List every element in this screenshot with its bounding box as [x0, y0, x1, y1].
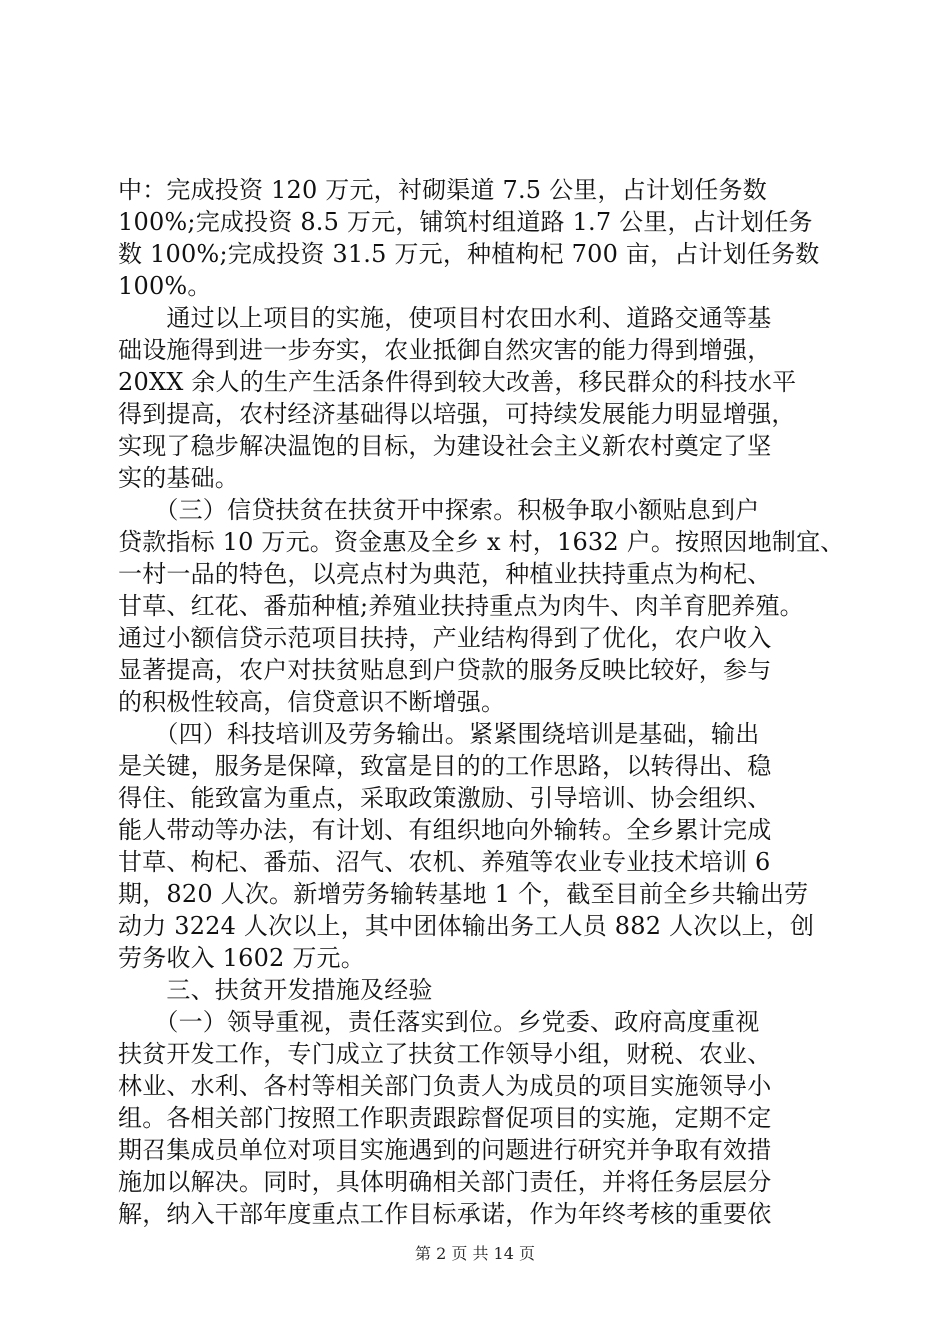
page-number-footer: 第 2 页 共 14 页: [415, 1244, 535, 1263]
text-line: 中：完成投资 120 万元，衬砌渠道 7.5 公里，占计划任务数: [118, 176, 767, 204]
text-line: 础设施得到进一步夯实，农业抵御自然灾害的能力得到增强，: [118, 336, 772, 364]
text-line: 能人带动等办法，有计划、有组织地向外输转。全乡累计完成: [118, 816, 772, 844]
text-line: 期，820 人次。新增劳务输转基地 1 个，截至目前全乡共输出劳: [118, 880, 809, 908]
text-line: 林业、水利、各村等相关部门负责人为成员的项目实施领导小: [118, 1072, 772, 1100]
text-line: 组。各相关部门按照工作职责跟踪督促项目的实施，定期不定: [118, 1104, 772, 1132]
text-line: 的积极性较高，信贷意识不断增强。: [118, 688, 506, 716]
text-line: 实现了稳步解决温饱的目标，为建设社会主义新农村奠定了坚: [118, 432, 772, 460]
document-body: [118, 174, 845, 1230]
text-line: （四）科技培训及劳务输出。紧紧围绕培训是基础，输出: [118, 720, 760, 748]
text-line: 得到提高，农村经济基础得以培强，可持续发展能力明显增强，: [118, 400, 796, 428]
text-line: 扶贫开发工作，专门成立了扶贫工作领导小组，财税、农业、: [118, 1040, 772, 1068]
text-line: （一）领导重视，责任落实到位。乡党委、政府高度重视: [118, 1008, 760, 1036]
text-line: 20XX 余人的生产生活条件得到较大改善，移民群众的科技水平: [118, 368, 797, 396]
text-line: 甘草、枸杞、番茄、沼气、农机、养殖等农业专业技术培训 6: [118, 848, 771, 876]
text-line: 通过以上项目的实施，使项目村农田水利、道路交通等基: [118, 304, 772, 332]
text-line: 100%;完成投资 8.5 万元，铺筑村组道路 1.7 公里，占计划任务: [118, 208, 813, 236]
text-line: 解，纳入干部年度重点工作目标承诺，作为年终考核的重要依: [118, 1200, 772, 1228]
text-line: 是关键，服务是保障，致富是目的的工作思路，以转得出、稳: [118, 752, 772, 780]
text-line: 通过小额信贷示范项目扶持，产业结构得到了优化，农户收入: [118, 624, 772, 652]
text-line: 期召集成员单位对项目实施遇到的问题进行研究并争取有效措: [118, 1136, 772, 1164]
text-line: 实的基础。: [118, 464, 239, 492]
text-line: 贷款指标 10 万元。资金惠及全乡 x 村，1632 户。按照因地制宜、: [118, 528, 845, 556]
section-heading: 三、扶贫开发措施及经验: [118, 976, 433, 1004]
text-line: 一村一品的特色，以亮点村为典范，种植业扶持重点为枸杞、: [118, 560, 772, 588]
text-line: 数 100%;完成投资 31.5 万元，种植枸杞 700 亩，占计划任务数: [118, 240, 820, 268]
text-line: 施加以解决。同时，具体明确相关部门责任，并将任务层层分: [118, 1168, 772, 1196]
text-line: （三）信贷扶贫在扶贫开中探索。积极争取小额贴息到户: [118, 496, 760, 524]
text-line: 得住、能致富为重点，采取政策激励、引导培训、协会组织、: [118, 784, 772, 812]
text-line: 显著提高，农户对扶贫贴息到户贷款的服务反映比较好，参与: [118, 656, 772, 684]
text-line: 甘草、红花、番茄种植;养殖业扶持重点为肉牛、肉羊育肥养殖。: [118, 592, 804, 620]
text-line: 动力 3224 人次以上，其中团体输出务工人员 882 人次以上，创: [118, 912, 815, 940]
text-line: 劳务收入 1602 万元。: [118, 944, 365, 972]
text-line: 100%。: [118, 272, 212, 300]
